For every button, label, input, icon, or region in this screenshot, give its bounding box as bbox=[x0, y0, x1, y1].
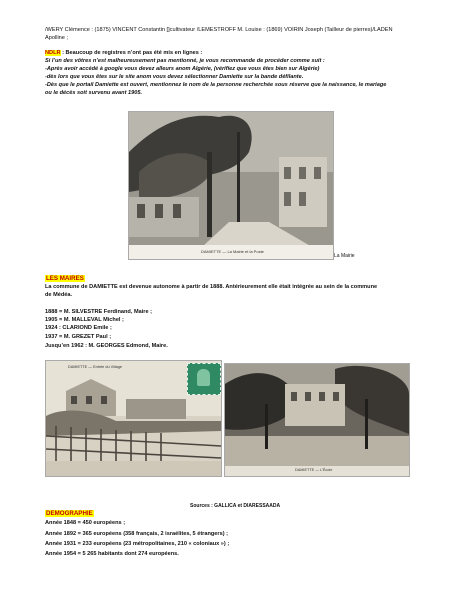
ndlr-line-5: ou le décès soit survenu avant 1905. bbox=[45, 90, 143, 96]
demographie-title-text: DEMOGRAPHIE bbox=[46, 510, 93, 517]
demographie-sources: Sources : GALLICA et DIARESSAADA bbox=[190, 503, 281, 509]
header-line-2: Apolline ; bbox=[45, 35, 69, 41]
school-photo bbox=[224, 363, 410, 477]
maires-para-line-2: de Médéa. bbox=[45, 292, 73, 298]
maire-list-item: 1905 = M. MALLEVAL Michel ; bbox=[45, 317, 124, 323]
mairie-photo bbox=[128, 111, 334, 260]
maires-title-text: LES MAIRES bbox=[46, 275, 84, 282]
ndlr-line-1: Si l’un des vôtres n’est malheureusement pas mentionné, je vous recommande de procéder comme suit : bbox=[45, 58, 325, 64]
demographie-item: Année 1954 = 5 265 habitants dont 274 européens. bbox=[45, 551, 179, 557]
ndlr-line-3: -dès lors que vous êtes sur le site anom vous devez sélectionner Damiette sur la bande défilante. bbox=[45, 74, 304, 80]
ndlr-line-4: -Dès que le portail Damiette est ouvert, mentionnez le nom de la personne recherchée sous réserve que la naissance, le mariage bbox=[45, 82, 387, 88]
demographie-item: Année 1931 = 233 européens (23 métropolitaines, 210 « coloniaux ») ; bbox=[45, 541, 230, 547]
school-photo-illustration bbox=[225, 364, 409, 476]
maires-para-line-1: La commune de DAMIETTE est devenue autonome à partir de 1888. Antérieurement elle était intégrée au sein de la commune bbox=[45, 284, 378, 290]
stamp-portrait-icon bbox=[197, 369, 210, 386]
postage-stamp-icon bbox=[187, 363, 221, 395]
village-entrance-printed-caption: DAMIETTE — Entrée du Village bbox=[68, 365, 122, 369]
maire-list-item: 1888 = M. SILVESTRE Ferdinand, Maire ; bbox=[45, 309, 152, 315]
ndlr-label: NDLR bbox=[45, 50, 61, 56]
mairie-caption: La Mairie bbox=[334, 253, 355, 259]
demographie-title bbox=[45, 502, 94, 520]
maire-list-item: Jusqu’en 1962 : M. GEORGES Edmond, Maire. bbox=[45, 343, 168, 349]
mairie-photo-printed-caption: DAMIETTE — La Mairie et la Poste bbox=[201, 249, 264, 254]
maire-list-item: 1937 = M. GREZET Paul ; bbox=[45, 334, 112, 340]
village-entrance-photo bbox=[45, 360, 222, 477]
ndlr-intro-line bbox=[45, 50, 202, 57]
demographie-item: Année 1848 = 450 européens ; bbox=[45, 520, 126, 526]
demographie-item: Année 1892 = 365 européens (358 français, 2 israélites, 5 étrangers) ; bbox=[45, 531, 228, 537]
ndlr-intro: : Beaucoup de registres n’ont pas été mis en lignes : bbox=[60, 50, 203, 56]
ndlr-line-2: -Après avoir accédé à google vous devez alleurs anom Algérie, (vérifiez que vous êtes bien sur Algérie) bbox=[45, 66, 320, 72]
school-photo-printed-caption: DAMIETTE — L’École bbox=[295, 468, 333, 472]
maire-list-item: 1924 : CLARIOND Emile ; bbox=[45, 325, 112, 331]
header-line-1: /WERY Clémence : (1875) VINCENT Constantin []cultivateur /LEMESTROFF M. Louise : (1869) VOIRIN Joseph (Tailleur de pierres)/LADEN bbox=[45, 27, 393, 33]
mairie-photo-illustration bbox=[129, 112, 333, 259]
maires-title bbox=[45, 267, 85, 285]
